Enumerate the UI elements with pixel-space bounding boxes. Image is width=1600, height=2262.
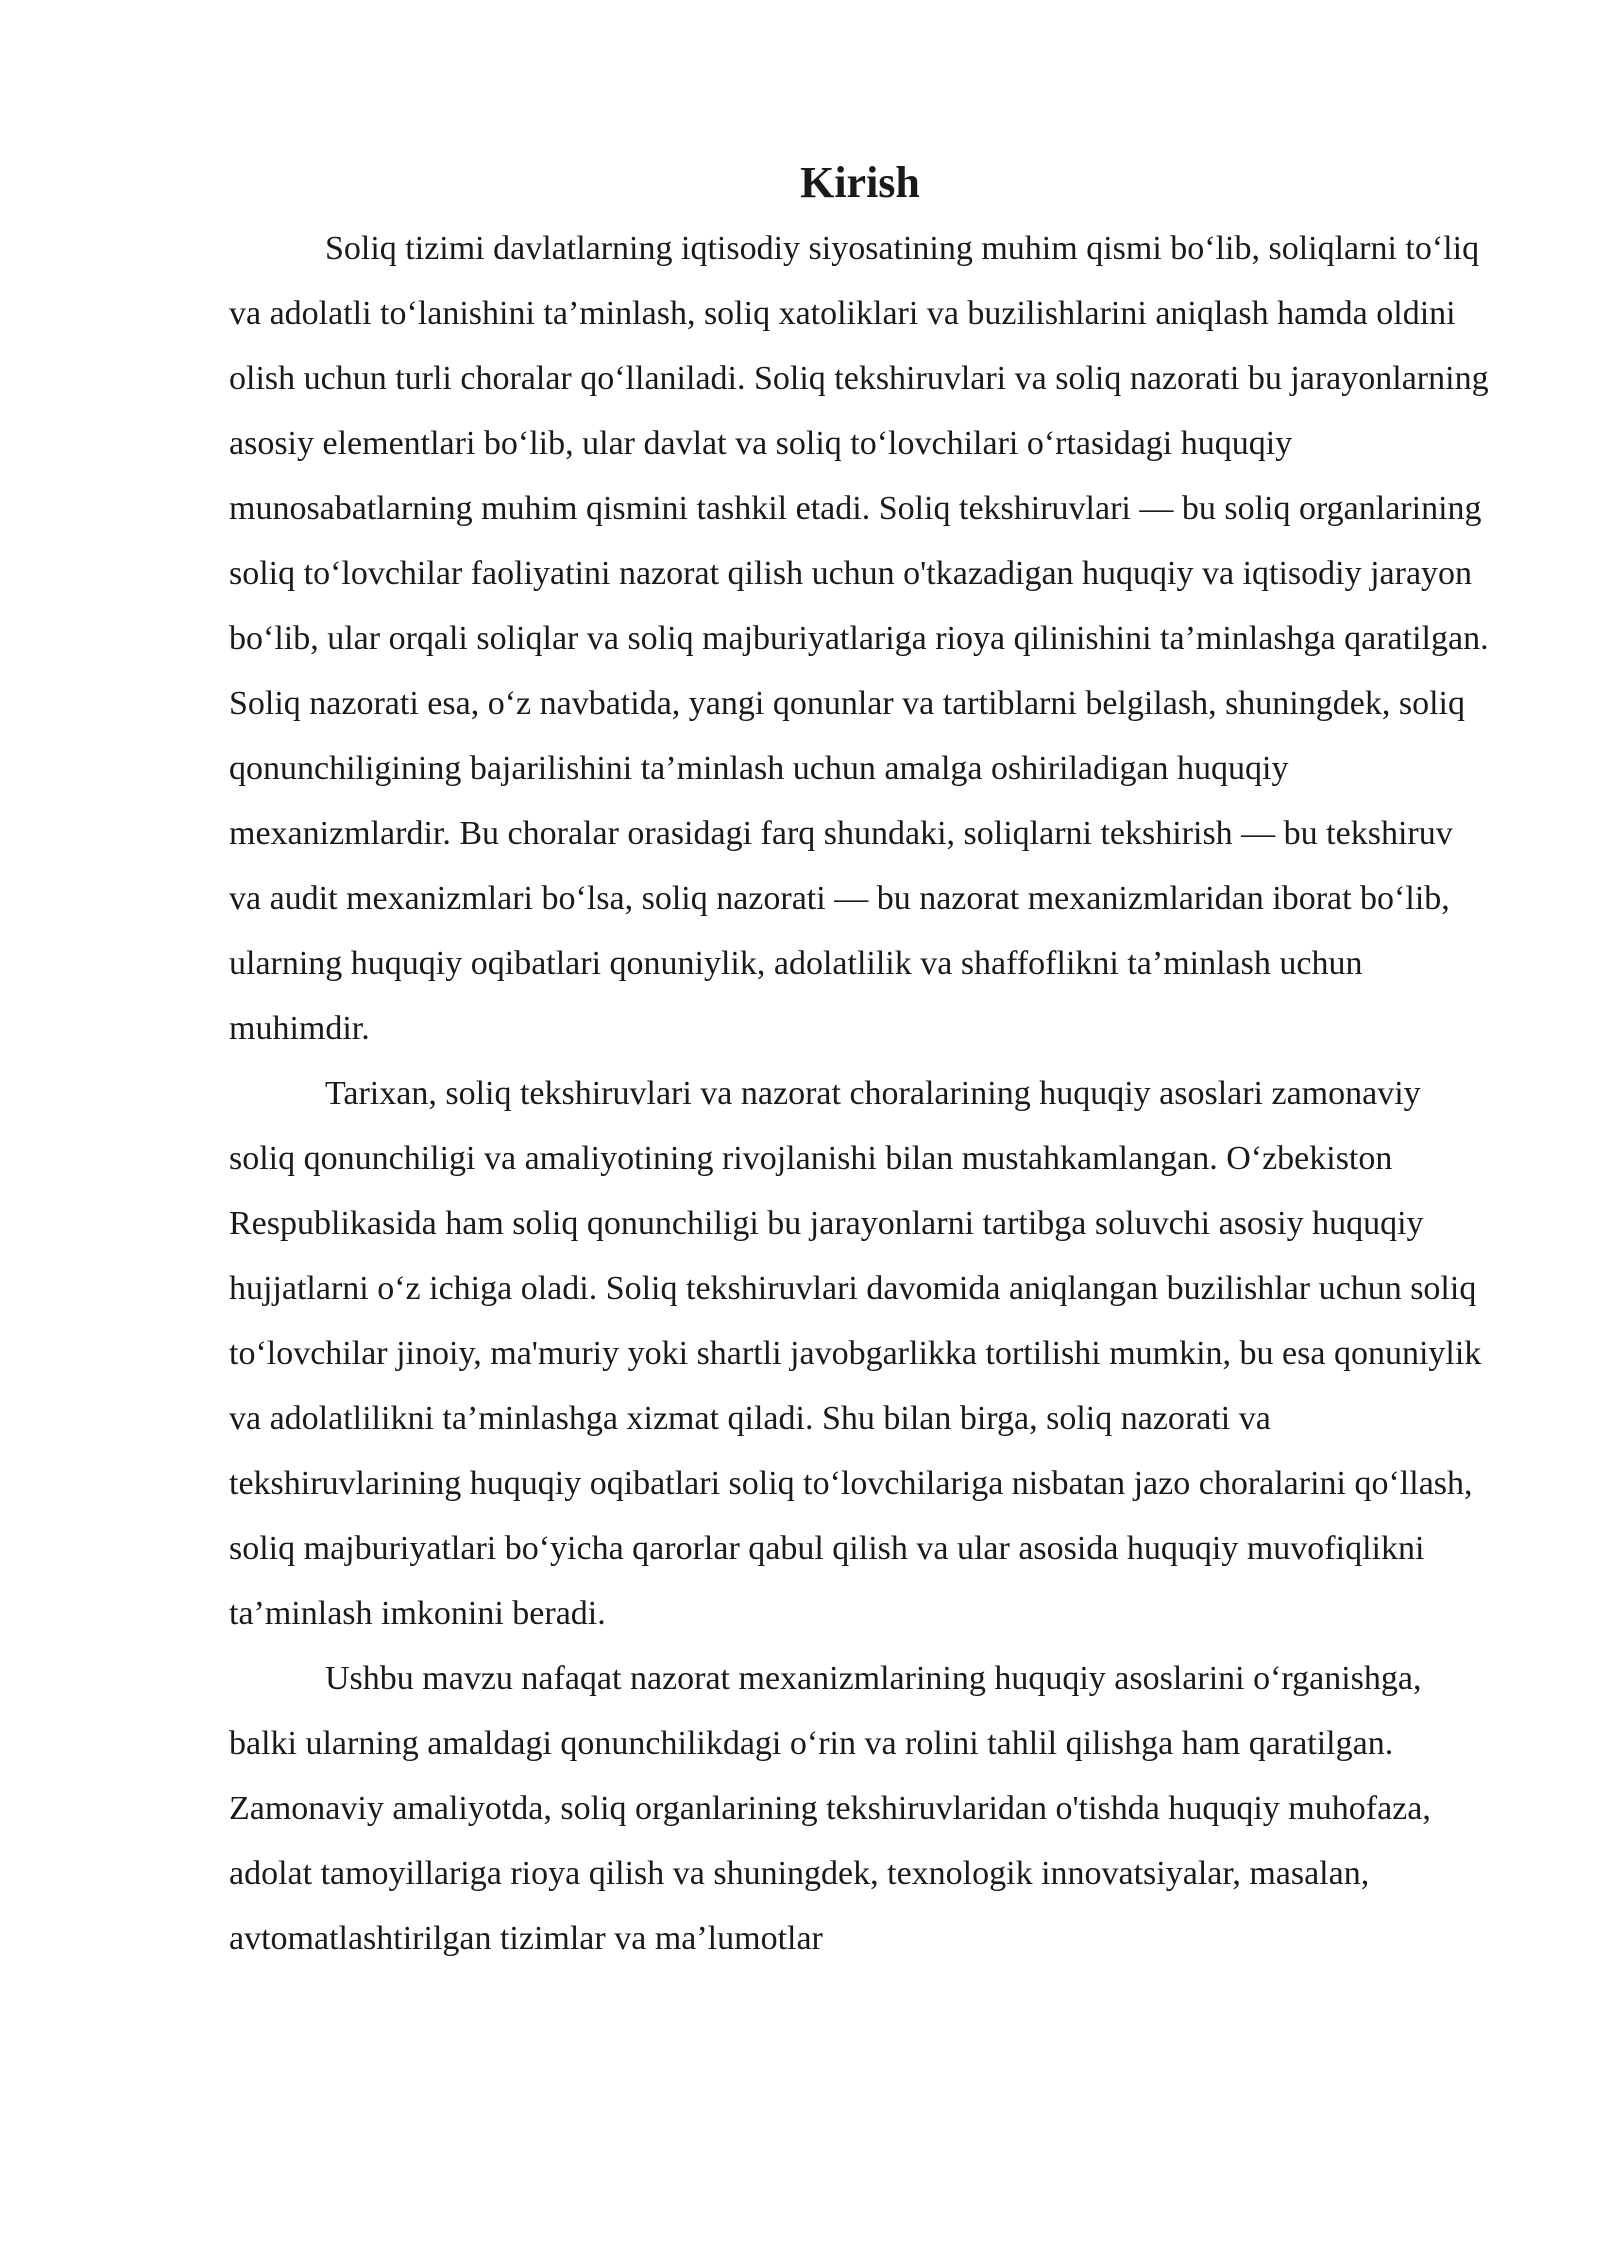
paragraph-2: Tarixan, soliq tekshiruvlari va nazorat choralarining huquqiy asoslari zamonaviy soliq qonunchiligi va amaliyotining rivojlanishi bilan mustahkamlangan. O‘zbekiston Respublikasida ham soliq qonunchiligi bu jarayonlarni tartibga soluvchi asosiy huquqiy hujjatlarni o‘z ichiga oladi. Soliq tekshiruvlari davomida aniqlangan buzilishlar uchun soliq to‘lovchilar jinoiy, ma'muriy yoki shartli javobgarlikka tortilishi mumkin, bu esa qonuniylik va adolatlilikni ta’minlashga xizmat qiladi. Shu bilan birga, soliq nazorati va tekshiruvlarining huquqiy oqibatlari soliq to‘lovchilariga nisbatan jazo choralarini qo‘llash, soliq majburiyatlari bo‘yicha qarorlar qabul qilish va ular asosida huquqiy muvofiqlikni ta’minlash imkonini beradi. (229, 1075, 1482, 1632)
document-body (229, 216, 1491, 1971)
paragraph-3: Ushbu mavzu nafaqat nazorat mexanizmlarining huquqiy asoslarini o‘rganishga, balki ularning amaldagi qonunchilikdagi o‘rin va rolini tahlil qilishga ham qaratilgan. Zamonaviy amaliyotda, soliq organlarining tekshiruvlaridan o'tishda huquqiy muhofaza, adolat tamoyillariga rioya qilish va shuningdek, texnologik innovatsiyalar, masalan, avtomatlashtirilgan tizimlar va ma’lumotlar (229, 1660, 1431, 1957)
paragraph-1: Soliq tizimi davlatlarning iqtisodiy siyosatining muhim qismi bo‘lib, soliqlarni to‘liq va adolatli to‘lanishini ta’minlash, soliq xatoliklari va buzilishlarini aniqlash hamda oldini olish uchun turli choralar qo‘llaniladi. Soliq tekshiruvlari va soliq nazorati bu jarayonlarning asosiy elementlari bo‘lib, ular davlat va soliq to‘lovchilari o‘rtasidagi huquqiy munosabatlarning muhim qismini tashkil etadi. Soliq tekshiruvlari — bu soliq organlarining soliq to‘lovchilar faoliyatini nazorat qilish uchun o'tkazadigan huquqiy va iqtisodiy jarayon bo‘lib, ular orqali soliqlar va soliq majburiyatlariga rioya qilinishini ta’minlashga qaratilgan. Soliq nazorati esa, o‘z navbatida, yangi qonunlar va tartiblarni belgilash, shuningdek, soliq qonunchiligining bajarilishini ta’minlash uchun amalga oshiriladigan huquqiy mexanizmlardir. Bu choralar orasidagi farq shundaki, soliqlarni tekshirish — bu tekshiruv va audit mexanizmlari bo‘lsa, soliq nazorati — bu nazorat mexanizmlaridan iborat bo‘lib, ularning huquqiy oqibatlari qonuniylik, adolatlilik va shaffoflikni ta’minlash uchun muhimdir. (229, 230, 1489, 1047)
page-title: Kirish (800, 158, 920, 207)
